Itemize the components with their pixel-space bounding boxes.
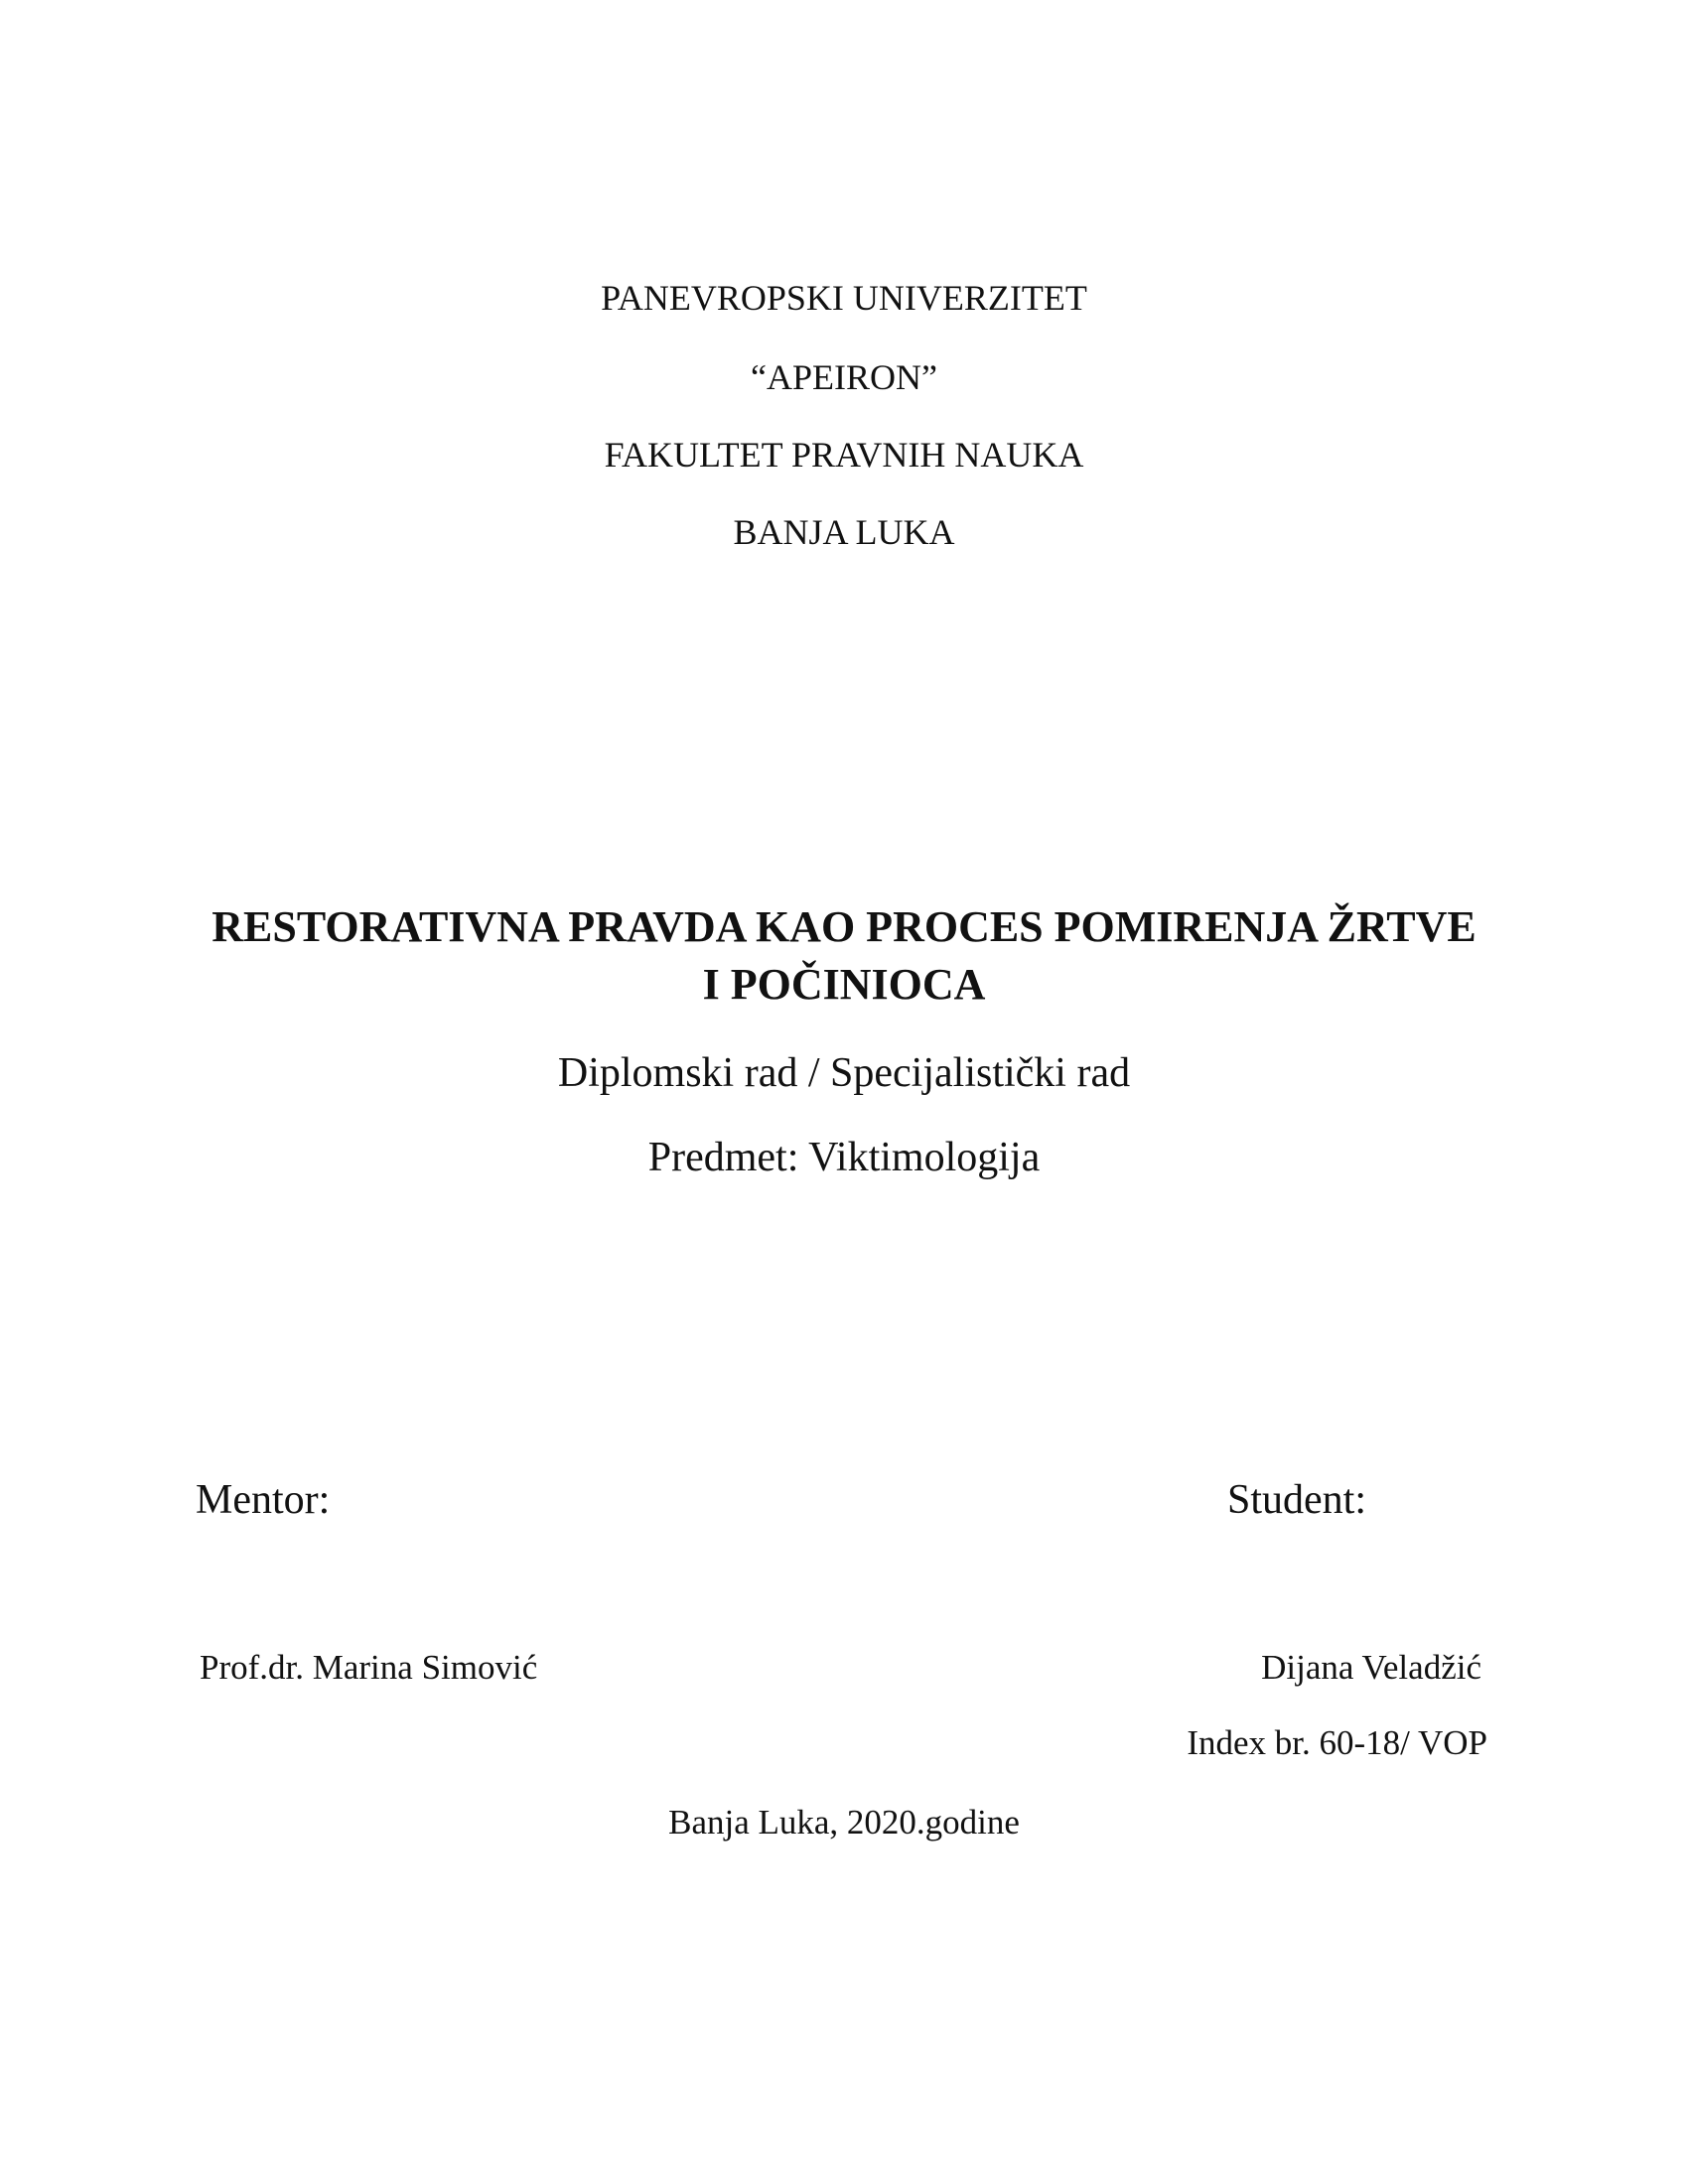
thesis-type: Diplomski rad / Specijalistički rad bbox=[557, 1050, 1131, 1096]
mentor-name: Prof.dr. Marina Simović bbox=[200, 1648, 538, 1687]
university-heading: PANEVROPSKI UNIVERZITET bbox=[601, 278, 1087, 318]
student-index: Index br. 60-18/ VOP bbox=[1187, 1723, 1487, 1762]
student-label: Student: bbox=[1227, 1477, 1367, 1523]
thesis-title-line-2: I POČINIOCA bbox=[702, 960, 986, 1009]
mentor-label: Mentor: bbox=[196, 1477, 331, 1523]
student-name: Dijana Veladžić bbox=[1261, 1648, 1481, 1687]
thesis-title-line-1: RESTORATIVNA PRAVDA KAO PROCES POMIRENJA ŽRTVE bbox=[211, 902, 1477, 951]
place-and-date: Banja Luka, 2020.godine bbox=[668, 1803, 1020, 1842]
faculty-heading: FAKULTET PRAVNIH NAUKA bbox=[604, 435, 1084, 475]
city-heading: BANJA LUKA bbox=[733, 512, 955, 552]
university-name: “APEIRON” bbox=[751, 357, 937, 397]
thesis-subject: Predmet: Viktimologija bbox=[647, 1135, 1041, 1180]
